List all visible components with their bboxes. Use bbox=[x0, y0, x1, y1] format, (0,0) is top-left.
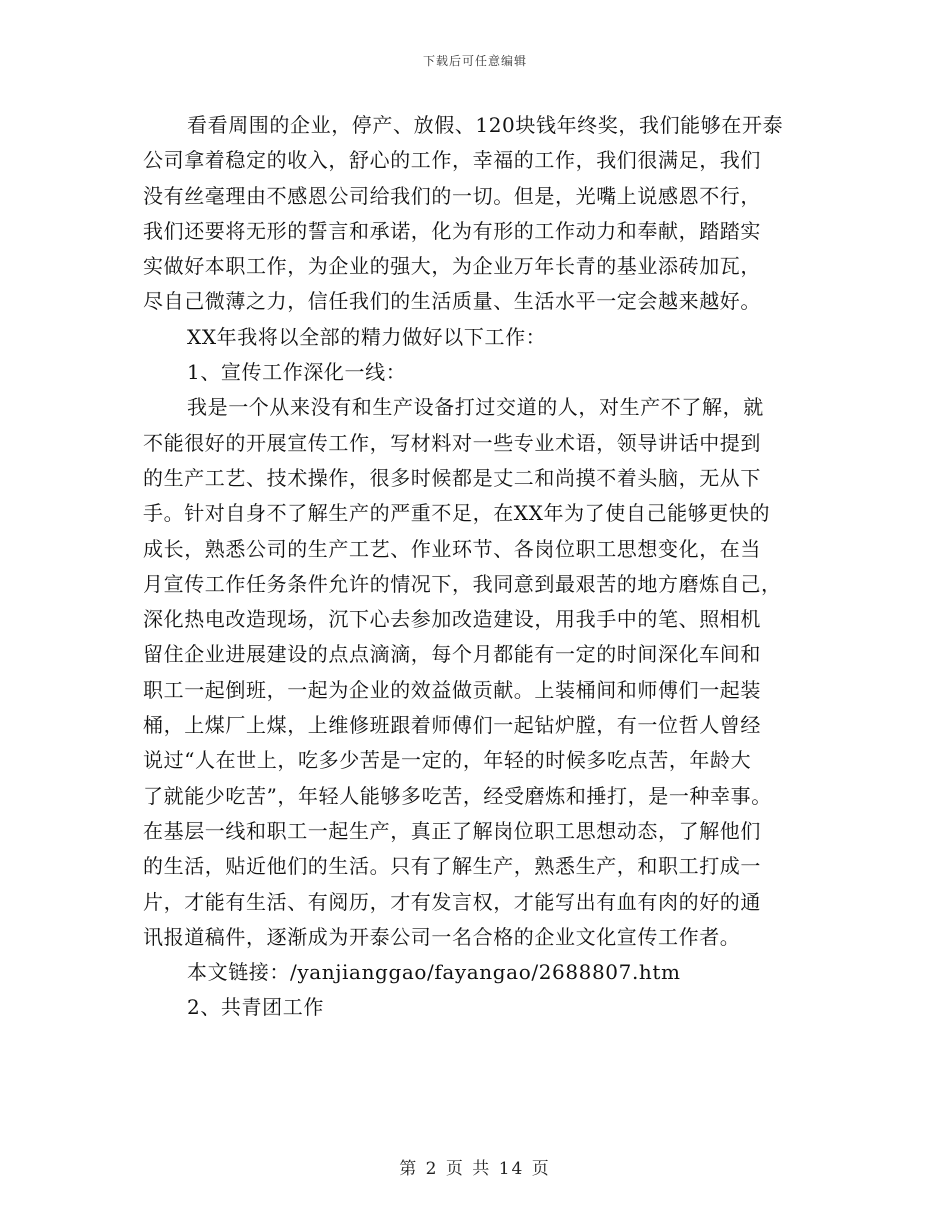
paragraph-line: 实做好本职工作，为企业的强大，为企业万年长青的基业添砖加瓦， bbox=[143, 254, 761, 279]
article-link[interactable]: 本文链接：/yanjianggao/fayangao/2688807.htm bbox=[187, 960, 681, 985]
paragraph-line: 尽自己微薄之力，信任我们的生活质量、生活水平一定会越来越好。 bbox=[143, 289, 761, 314]
paragraph-line: 了就能少吃苦”，年轻人能够多吃苦，经受磨炼和捶打，是一种幸事。 bbox=[143, 783, 772, 808]
paragraph-line: 讯报道稿件，逐渐成为开泰公司一名合格的企业文化宣传工作者。 bbox=[143, 924, 741, 949]
paragraph-line: 月宣传工作任务条件允许的情况下，我同意到最艰苦的地方磨炼自己， bbox=[143, 571, 782, 596]
page-header: 下载后可任意编辑 bbox=[422, 54, 527, 68]
section-intro: XX年我将以全部的精力做好以下工作： bbox=[187, 324, 547, 349]
paragraph-line: 我是一个从来没有和生产设备打过交道的人，对生产不了解，就 bbox=[187, 395, 764, 420]
paragraph-line: 看看周围的企业，停产、放假、120块钱年终奖，我们能够在开泰 bbox=[187, 113, 784, 137]
document-body bbox=[143, 108, 808, 1026]
paragraph-line: 职工一起倒班，一起为企业的效益做贡献。上装桶间和师傅们一起装 bbox=[143, 677, 761, 702]
section-heading-2: 2、共青团工作 bbox=[187, 995, 324, 1020]
paragraph-line: 说过“人在世上，吃多少苦是一定的，年轻的时候多吃点苦，年龄大 bbox=[143, 748, 752, 773]
paragraph-line: 的生活，贴近他们的生活。只有了解生产，熟悉生产，和职工打成一 bbox=[143, 854, 761, 879]
page-number: 第 2 页 共 14 页 bbox=[399, 1159, 551, 1179]
paragraph-line: 深化热电改造现场，沉下心去参加改造建设，用我手中的笔、照相机 bbox=[143, 607, 761, 632]
paragraph-line: 留住企业进展建设的点点滴滴，每个月都能有一定的时间深化车间和 bbox=[143, 642, 761, 667]
paragraph-line: 手。针对自身不了解生产的严重不足，在XX年为了使自己能够更快的 bbox=[143, 501, 771, 526]
paragraph-line: 不能很好的开展宣传工作，写材料对一些专业术语，领导讲话中提到 bbox=[143, 430, 761, 455]
paragraph-line: 片，才能有生活、有阅历，才有发言权，才能写出有血有肉的好的通 bbox=[143, 889, 761, 914]
paragraph-line: 的生产工艺、技术操作，很多时候都是丈二和尚摸不着头脑，无从下 bbox=[143, 465, 761, 490]
paragraph-line: 我们还要将无形的誓言和承诺，化为有形的工作动力和奉献，踏踏实 bbox=[143, 218, 761, 243]
paragraph-line: 在基层一线和职工一起生产，真正了解岗位职工思想动态，了解他们 bbox=[143, 818, 761, 843]
paragraph-line: 桶，上煤厂上煤，上维修班跟着师傅们一起钻炉膛，有一位哲人曾经 bbox=[143, 713, 761, 738]
paragraph-line: 公司拿着稳定的收入，舒心的工作，幸福的工作，我们很满足，我们 bbox=[143, 148, 761, 173]
paragraph-line: 成长，熟悉公司的生产工艺、作业环节、各岗位职工思想变化，在当 bbox=[143, 536, 761, 561]
paragraph-line: 没有丝毫理由不感恩公司给我们的一切。但是，光嘴上说感恩不行， bbox=[143, 183, 761, 208]
section-heading-1: 1、宣传工作深化一线： bbox=[187, 360, 407, 385]
